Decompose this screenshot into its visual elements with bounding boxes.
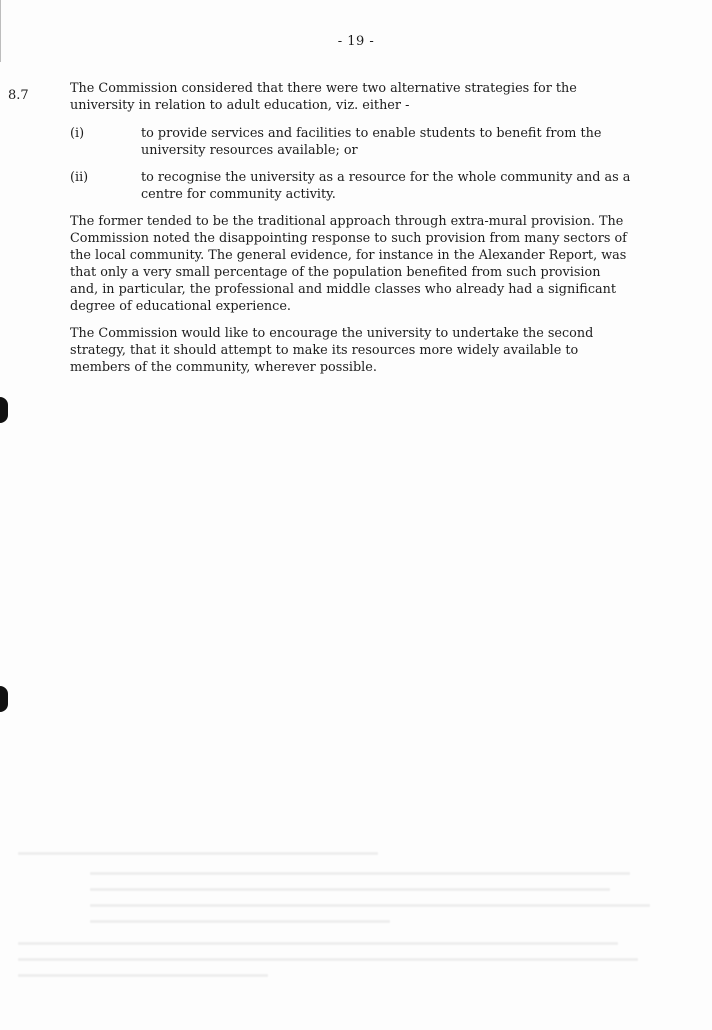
section-number: 8.7 xyxy=(8,88,29,103)
list-item-text-ii: to recognise the university as a resource for the whole community and as a centre for community activity. xyxy=(141,170,631,202)
body-paragraph-former-approach: The former tended to be the traditional approach through extra-mural provision. The Commission noted the disappointing response to such provision from many sectors of the local community. The general evidence, for instance in the Alexander Report, was that only a very small percentage of the population benefited from such provision and, in particular, the professional and middle classes who already had a significant degree of educational experience. xyxy=(70,214,627,314)
punch-hole-mark xyxy=(0,397,8,423)
body-paragraph-second-strategy: The Commission would like to encourage the university to undertake the second strategy, that it should attempt to make its resources more widely available to members of the community, wherever possible. xyxy=(70,326,594,375)
section-intro-paragraph: The Commission considered that there were two alternative strategies for the university in relation to adult education, viz. either - xyxy=(70,81,577,113)
punch-hole-mark xyxy=(0,686,8,712)
left-margin-rule xyxy=(0,0,1,62)
list-item-text-i: to provide services and facilities to enable students to benefit from the university resources available; or xyxy=(141,126,602,158)
page-number: - 19 - xyxy=(337,34,375,49)
show-through-bleed xyxy=(0,830,712,990)
list-item-label-ii: (ii) xyxy=(70,170,89,185)
list-item-label-i: (i) xyxy=(70,126,85,141)
